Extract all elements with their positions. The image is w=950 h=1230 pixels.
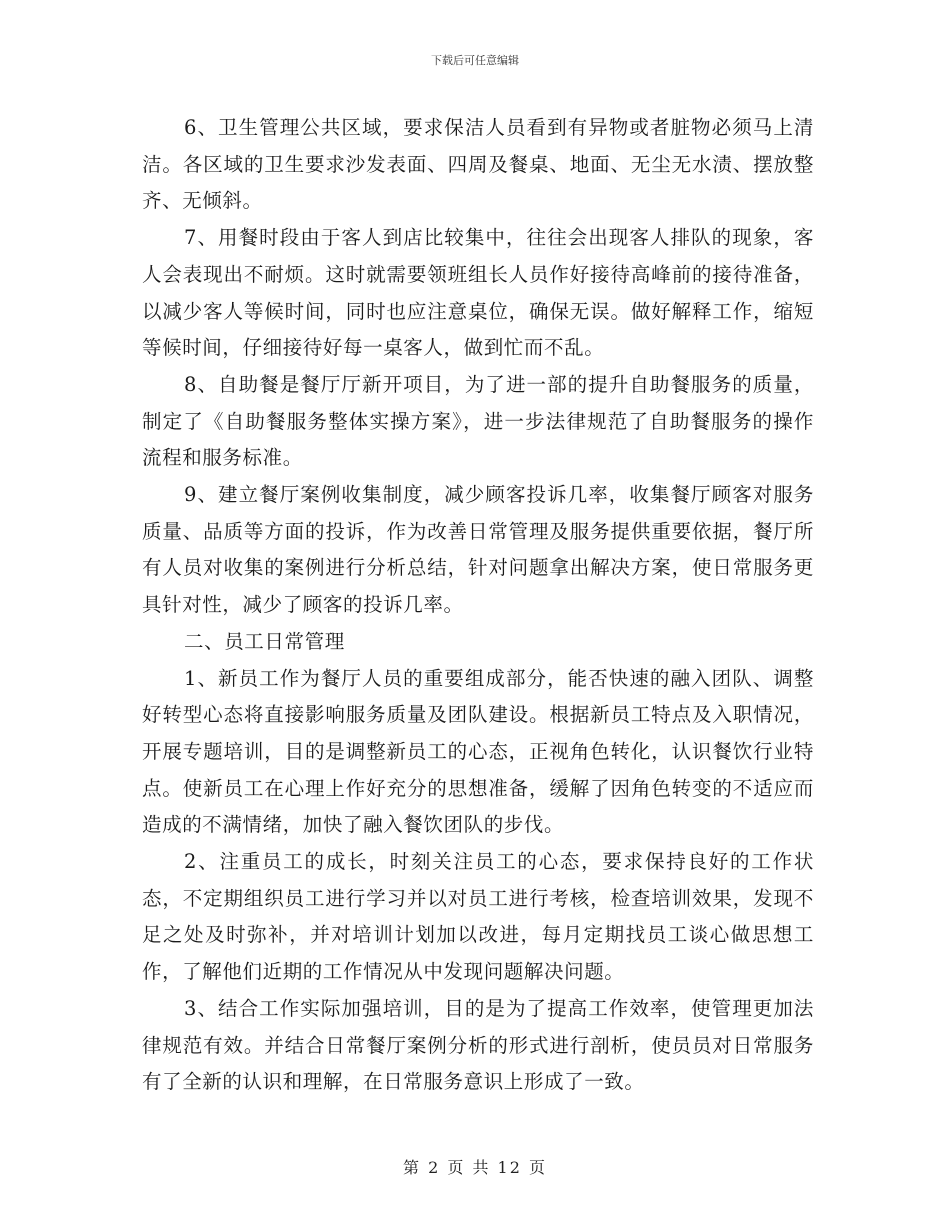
- paragraph-case-collection: 9、建立餐厅案例收集制度，减少顾客投诉几率，收集餐厅顾客对服务质量、品质等方面的投诉，作为改善日常管理及服务提供重要依据，餐厅所有人员对收集的案例进行分析总结，针对问题拿出解决方案，使日常服务更具针对性，减少了顾客的投诉几率。: [142, 483, 814, 617]
- page-header: 下载后可任意编辑: [431, 54, 519, 67]
- page-footer: 第 2 页 共 12 页: [403, 1158, 547, 1177]
- paragraph-hygiene-management: 6、卫生管理公共区域，要求保洁人员看到有异物或者脏物必须马上清洁。各区域的卫生要求沙发表面、四周及餐桌、地面、无尘无水渍、摆放整齐、无倾斜。: [142, 116, 814, 213]
- paragraph-new-staff: 1、新员工作为餐厅人员的重要组成部分，能否快速的融入团队、调整好转型心态将直接影响服务质量及团队建设。根据新员工特点及入职情况，开展专题培训，目的是调整新员工的心态，正视角色转化，认识餐饮行业特点。使新员工在心理上作好充分的思想准备，缓解了因角色转变的不适应而造成的不满情绪，加快了融入餐饮团队的步伐。: [142, 666, 814, 837]
- paragraph-buffet: 8、自助餐是餐厅厅新开项目，为了进一部的提升自助餐服务的质量，制定了《自助餐服务整体实操方案》，进一步法律规范了自助餐服务的操作流程和服务标准。: [142, 372, 814, 470]
- paragraph-staff-growth: 2、注重员工的成长，时刻关注员工的心态，要求保持良好的工作状态，不定期组织员工进行学习并以对员工进行考核，检查培训效果，发现不足之处及时弥补，并对培训计划加以改进，每月定期找员工谈心做思想工作，了解他们近期的工作情况从中发现问题解决问题。: [142, 850, 814, 984]
- document-body: [142, 110, 814, 1101]
- section-heading-staff-management: 二、员工日常管理: [184, 629, 345, 653]
- paragraph-training: 3、结合工作实际加强培训，目的是为了提高工作效率，使管理更加法律规范有效。并结合日常餐厅案例分析的形式进行剖析，使员员对日常服务有了全新的认识和理解，在日常服务意识上形成了一致。: [142, 996, 814, 1094]
- paragraph-peak-dining: 7、用餐时段由于客人到店比较集中，往往会出现客人排队的现象，客人会表现出不耐烦。这时就需要领班组长人员作好接待高峰前的接待准备，以减少客人等候时间，同时也应注意桌位，确保无误。做好解释工作，缩短等候时间，仔细接待好每一桌客人，做到忙而不乱。: [142, 226, 814, 360]
